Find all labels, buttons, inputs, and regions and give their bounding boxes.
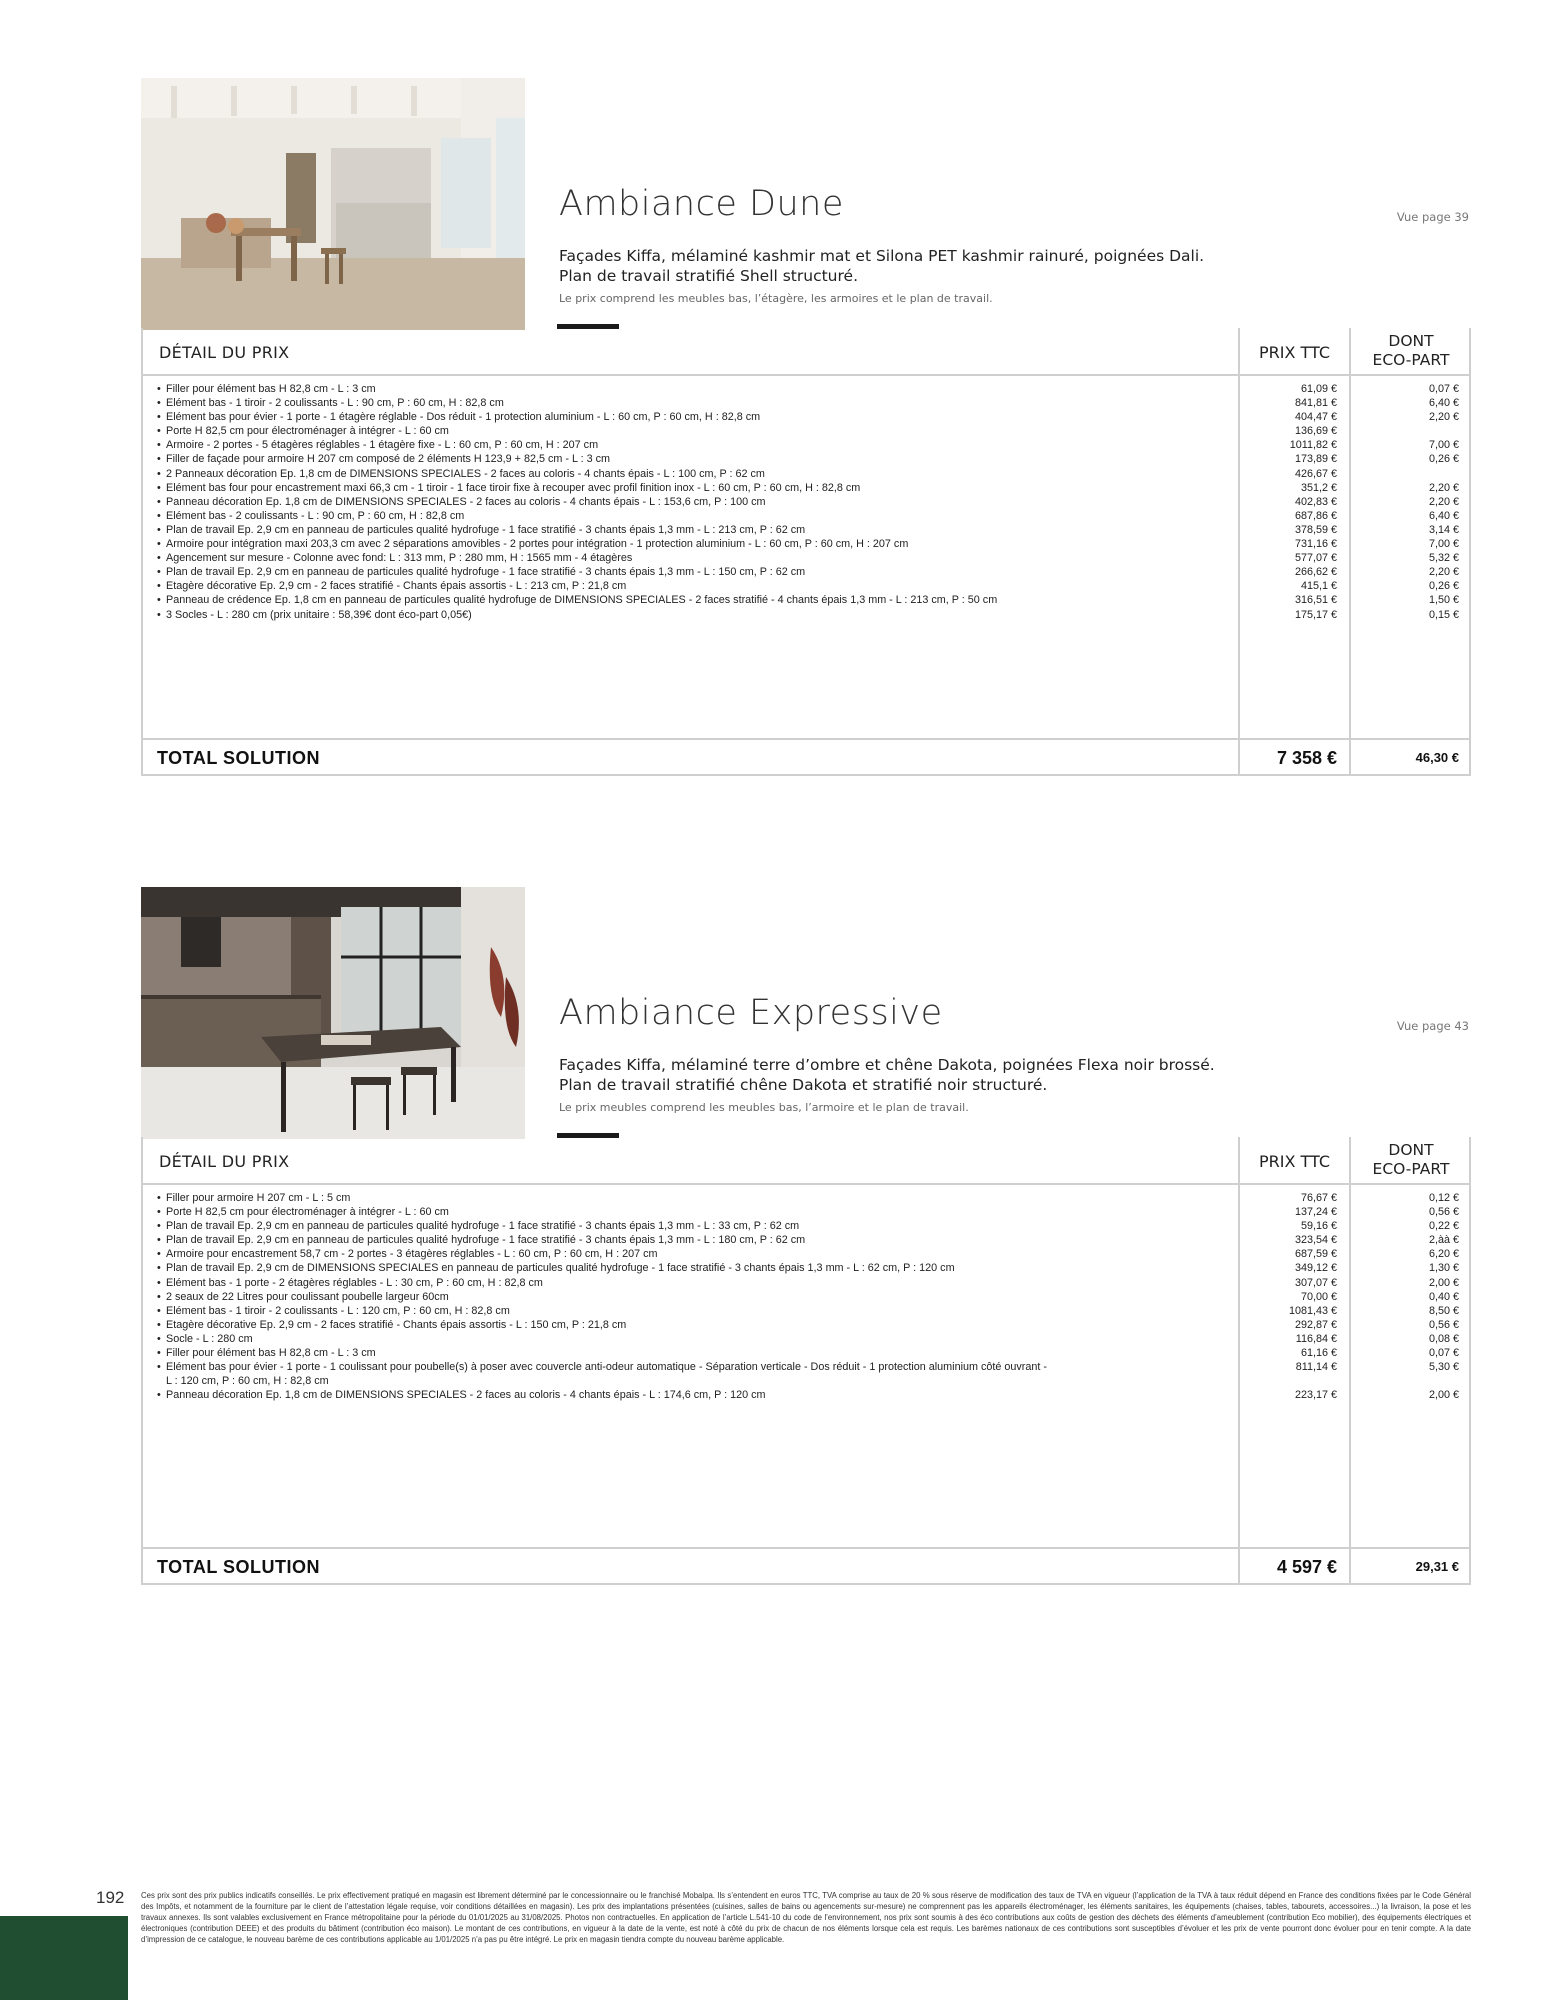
product-title: Ambiance Dune	[559, 184, 844, 224]
row-description-text: Elément bas - 1 tiroir - 2 coulissants - L : 120 cm, P : 60 cm, H : 82,8 cm	[166, 1304, 510, 1317]
row-description-text: Panneau décoration Ep. 1,8 cm de DIMENSIONS SPECIALES - 2 faces au coloris - 4 chants épais - L : 174,6 cm, P : 120 cm	[166, 1389, 766, 1402]
bullet: •	[157, 1276, 161, 1289]
row-eco-part: 6,40 €	[1428, 397, 1459, 410]
bullet: •	[157, 1192, 161, 1204]
row-description-text: Plan de travail Ep. 2,9 cm en panneau de particules qualité hydrofuge - 1 face stratifié - 3 chants épais 1,3 mm - L : 180 cm, P : 62 cm	[166, 1234, 806, 1247]
row-eco-part: 2,20 €	[1428, 411, 1459, 424]
page-reference-link[interactable]: Vue page 39	[1396, 210, 1469, 224]
bullet: •	[157, 1234, 161, 1247]
table-header	[143, 328, 1469, 376]
bullet: •	[157, 495, 161, 508]
row-eco-part: 0,26 €	[1428, 580, 1459, 593]
table-header	[143, 1137, 1469, 1185]
bullet: •	[157, 509, 161, 522]
row-eco-part: 0,07 €	[1428, 1347, 1459, 1360]
table-row-description	[157, 410, 1232, 424]
row-descriptions	[157, 1191, 1232, 1402]
row-price: 404,47 €	[1294, 411, 1337, 424]
bullet: •	[157, 425, 161, 438]
row-description-text: Panneau décoration Ep. 1,8 cm de DIMENSIONS SPECIALES - 2 faces au coloris - 4 chants épais - L : 153,6 cm, P : 100 cm	[166, 495, 766, 508]
bullet: •	[157, 467, 161, 480]
total-price: 4 597 €	[1276, 1557, 1337, 1577]
row-price: 292,87 €	[1294, 1318, 1337, 1331]
bullet: •	[157, 1262, 161, 1275]
bullet: •	[157, 538, 161, 551]
row-eco-part: 2,àà €	[1428, 1234, 1459, 1247]
row-price: 687,59 €	[1294, 1248, 1337, 1261]
row-description-text: Porte H 82,5 cm pour électroménager à intégrer - L : 60 cm	[166, 425, 449, 438]
header-detail: DÉTAIL DU PRIX	[159, 1152, 290, 1171]
bullet: •	[157, 1318, 161, 1331]
row-description-text: Elément bas - 2 coulissants - L : 90 cm, P : 60 cm, H : 82,8 cm	[166, 509, 465, 522]
table-row-description	[157, 1304, 1232, 1318]
kitchen-photo-expressive	[141, 887, 525, 1139]
total-label: TOTAL SOLUTION	[157, 748, 320, 768]
table-row-description	[157, 1219, 1232, 1233]
row-prices	[1240, 382, 1337, 622]
table-row-description	[157, 1233, 1232, 1247]
row-eco-part: 6,40 €	[1428, 509, 1459, 522]
table-row-description	[157, 481, 1232, 495]
row-description-text: Filler pour élément bas H 82,8 cm - L : 3 cm	[166, 1347, 376, 1360]
table-row-description	[157, 1388, 1232, 1402]
table-row-description	[157, 1332, 1232, 1346]
row-description-text: Elément bas four pour encastrement maxi 66,3 cm - 1 tiroir - 1 face tiroir fixe à recouper avec profil finition inox - L : 60 cm, P : 60 cm, H : 82,8 cm	[166, 481, 861, 494]
row-description-text: Plan de travail Ep. 2,9 cm en panneau de particules qualité hydrofuge - 1 face stratifié - 3 chants épais 1,3 mm - L : 213 cm, P : 62 cm	[166, 523, 806, 536]
bullet: •	[157, 1347, 161, 1360]
row-eco-part: 0,08 €	[1428, 1332, 1459, 1345]
row-eco-part: 2,20 €	[1428, 481, 1459, 494]
bullet: •	[157, 552, 161, 565]
row-description-text: Elément bas pour évier - 1 porte - 1 étagère réglable - Dos réduit - 1 protection aluminium - L : 60 cm, P : 60 cm, H : 82,8 cm	[166, 411, 761, 424]
row-description-text: Elément bas - 1 tiroir - 2 coulissants - L : 90 cm, P : 60 cm, H : 82,8 cm	[166, 397, 504, 410]
row-description-text: Plan de travail Ep. 2,9 cm en panneau de particules qualité hydrofuge - 1 face stratifié - 3 chants épais 1,3 mm - L : 150 cm, P : 62 cm	[166, 566, 806, 579]
row-price: 175,17 €	[1294, 608, 1337, 621]
row-description-text: Plan de travail Ep. 2,9 cm en panneau de particules qualité hydrofuge - 1 face stratifié - 3 chants épais 1,3 mm - L : 33 cm, P : 62 cm	[166, 1220, 800, 1233]
row-eco-part: 6,20 €	[1428, 1248, 1459, 1261]
bullet: •	[157, 397, 161, 410]
row-eco-parts	[1351, 1191, 1459, 1402]
bullet: •	[157, 1206, 161, 1219]
table-row-description	[157, 1346, 1232, 1360]
row-eco-part: 0,12 €	[1428, 1192, 1459, 1204]
row-price: 351,2 €	[1300, 481, 1337, 494]
header-detail: DÉTAIL DU PRIX	[159, 343, 290, 362]
legal-footer: Ces prix sont des prix publics indicatifs conseillés. Le prix effectivement pratiqué en magasin est librement déterminé par le concessionnaire ou le franchisé Mobalpa. Ils s’entendent en euros TTC, TVA comprise au taux de 20 % sous réserve de modification des taux de TVA en vigueur (l’application de la TVA à taux réduit dépend en France des conditions fixées par le Code Général des Impôts, et notamment de la fourniture par le client de l’attestation légale requise, voir conditions détaillées en magasin). Les prix des implantations présentées (cuisines, salles de bains ou agencements sur-mesure) ne comprennent pas les appareils électroménager, les éléments sanitaires, les équipements (chaises, tables, tabourets, accessoires...) la livraison, la pose et les travaux annexes. Ils sont valables exclusivement en France métropolitaine pour la période du 01/01/2025 au 31/08/2025. Photos non contractuelles. En application de l’article L.541-10 du code de l’environnement, nos prix sont soumis à des éco contributions aux coûts de gestion des déchets des éléments d’ameublement (contribution Eco mobilier), des équipements électriques et électroniques (contribution DEEE) et des produits du bâtiment (contribution éco maison). Le montant de ces contributions, en vigueur à la date de la vente, est noté à côté du prix de chacun de nos éléments lorsque cela est requis. Les barèmes nationaux de ces contributions sont susceptibles d’évoluer et les prix de vente pourront donc évoluer pour en tenir compte. A la date d’impression de ce catalogue, le nouveau barème de ces contributions applicable au 1/01/2025 n’a pas pu être intégré. Le prix en magasin tiendra compte du nouveau barème applicable.	[141, 1891, 1471, 1944]
price-table	[141, 328, 1471, 776]
header-eco-line: ECO-PART	[1372, 1160, 1450, 1178]
table-body	[143, 1187, 1469, 1535]
row-description-text: Armoire - 2 portes - 5 étagères réglables - 1 étagère fixe - L : 60 cm, P : 60 cm, H : 207 cm	[166, 439, 599, 452]
header-prix: PRIX TTC	[1258, 343, 1331, 362]
row-price: 116,84 €	[1295, 1332, 1337, 1345]
bullet: •	[157, 523, 161, 536]
row-price: 59,16 €	[1300, 1220, 1337, 1233]
product-description	[559, 1055, 1215, 1095]
row-eco-parts	[1351, 382, 1459, 622]
row-eco-part: 7,00 €	[1428, 439, 1459, 452]
row-description-text: Etagère décorative Ep. 2,9 cm - 2 faces stratifié - Chants épais assortis - L : 150 cm, P : 21,8 cm	[166, 1318, 627, 1331]
row-price: 687,86 €	[1294, 509, 1337, 522]
table-row-description	[157, 565, 1232, 579]
row-price: 136,69 €	[1294, 425, 1337, 438]
page-number: 192	[96, 1888, 125, 1907]
table-row-description	[157, 593, 1232, 607]
bullet: •	[157, 1290, 161, 1303]
table-row-description	[157, 1247, 1232, 1261]
row-price: 316,51 €	[1294, 594, 1337, 607]
row-eco-part: 2,20 €	[1428, 495, 1459, 508]
header-eco	[1351, 332, 1471, 370]
bullet: •	[157, 1304, 161, 1317]
bullet: •	[157, 481, 161, 494]
header-eco-line: DONT	[1388, 1141, 1434, 1159]
table-row-description	[157, 1191, 1232, 1205]
bullet: •	[157, 1361, 161, 1374]
header-eco-line: ECO-PART	[1372, 351, 1450, 369]
row-eco-part: 0,15 €	[1428, 608, 1459, 621]
row-description-text: Socle - L : 280 cm	[166, 1332, 253, 1345]
description-line: Plan de travail stratifié chêne Dakota et stratifié noir structuré.	[559, 1076, 1048, 1094]
row-description-text: Armoire pour intégration maxi 203,3 cm avec 2 séparations amovibles - 2 portes pour intégration - 1 protection aluminium - L : 60 cm, P : 60 cm, H : 207 cm	[166, 538, 909, 551]
bullet: •	[157, 594, 161, 607]
product-title: Ambiance Expressive	[559, 993, 943, 1033]
row-price: 426,67 €	[1294, 467, 1337, 480]
row-description-text: Filler de façade pour armoire H 207 cm composé de 2 éléments H 123,9 + 82,5 cm - L : 3 cm	[166, 453, 610, 466]
table-total	[143, 1547, 1469, 1583]
total-label: TOTAL SOLUTION	[157, 1557, 320, 1577]
table-row-description	[157, 452, 1232, 466]
row-description-text: Elément bas - 1 porte - 2 étagères réglables - L : 30 cm, P : 60 cm, H : 82,8 cm	[166, 1276, 543, 1289]
table-row-description	[157, 396, 1232, 410]
row-description-text: 2 Panneaux décoration Ep. 1,8 cm de DIMENSIONS SPECIALES - 2 faces au coloris - 4 chants épais - L : 100 cm, P : 62 cm	[166, 467, 765, 480]
row-price: 577,07 €	[1294, 552, 1337, 565]
row-description-text: Agencement sur mesure - Colonne avec fond: L : 313 mm, P : 280 mm, H : 1565 mm - 4 étagères	[166, 552, 633, 565]
table-row-description	[157, 1276, 1232, 1290]
bullet: •	[157, 411, 161, 424]
table-row-description	[157, 608, 1232, 622]
row-description-text: Porte H 82,5 cm pour électroménager à intégrer - L : 60 cm	[166, 1206, 449, 1219]
table-row-description	[157, 537, 1232, 551]
row-price: 137,24 €	[1294, 1206, 1337, 1219]
row-eco-part: 0,56 €	[1428, 1318, 1459, 1331]
description-line: Façades Kiffa, mélaminé kashmir mat et Silona PET kashmir rainuré, poignées Dali.	[559, 247, 1205, 265]
row-eco-part: 0,07 €	[1428, 383, 1459, 395]
bullet: •	[157, 580, 161, 593]
table-row-description	[157, 1318, 1232, 1332]
table-row-description	[157, 495, 1232, 509]
bullet: •	[157, 439, 161, 452]
kitchen-photo-dune	[141, 78, 525, 330]
total-price: 7 358 €	[1276, 748, 1337, 768]
row-eco-part: 5,32 €	[1428, 552, 1459, 565]
row-eco-part: 0,40 €	[1428, 1290, 1459, 1303]
row-eco-part: 5,30 €	[1428, 1361, 1459, 1374]
row-price: 323,54 €	[1294, 1234, 1337, 1247]
total-eco-part: 29,31 €	[1415, 1559, 1459, 1574]
table-row-description	[157, 551, 1232, 565]
row-description-continuation: L : 120 cm, P : 60 cm, H : 82,8 cm	[166, 1375, 329, 1388]
bullet: •	[157, 1332, 161, 1345]
table-row-description	[157, 1360, 1232, 1388]
bullet: •	[157, 383, 161, 395]
table-row-description	[157, 382, 1232, 396]
table-row-description	[157, 523, 1232, 537]
row-eco-part: 0,26 €	[1428, 453, 1459, 466]
row-eco-part: 8,50 €	[1428, 1304, 1459, 1317]
row-price: 731,16 €	[1294, 538, 1337, 551]
row-eco-part: 1,50 €	[1428, 594, 1459, 607]
table-row-description	[157, 1205, 1232, 1219]
row-eco-part: 0,56 €	[1428, 1206, 1459, 1219]
table-row-description	[157, 1261, 1232, 1275]
bullet: •	[157, 1220, 161, 1233]
row-price: 415,1 €	[1300, 580, 1337, 593]
row-eco-part: 0,22 €	[1428, 1220, 1459, 1233]
row-eco-part	[1351, 467, 1459, 481]
row-description-text: Plan de travail Ep. 2,9 cm de DIMENSIONS SPECIALES en panneau de particules qualité hydrofuge - 1 face stratifié - 3 chants épais 1,3 mm - L : 62 cm, P : 120 cm	[166, 1262, 955, 1275]
bullet: •	[157, 566, 161, 579]
row-description-text: 2 seaux de 22 Litres pour coulissant poubelle largeur 60cm	[166, 1290, 449, 1303]
row-eco-part: 7,00 €	[1428, 538, 1459, 551]
row-description-text: Armoire pour encastrement 58,7 cm - 2 portes - 3 étagères réglables - L : 60 cm, P : 60 cm, H : 207 cm	[166, 1248, 658, 1261]
row-price: 1081,43 €	[1288, 1304, 1337, 1317]
row-description-text: Panneau de crédence Ep. 1,8 cm en panneau de particules qualité hydrofuge de DIMENSIONS SPECIALES - 2 faces stratifié - 4 chants épais 1,3 mm - L : 213 cm, P : 50 cm	[166, 594, 998, 607]
row-price: 402,83 €	[1294, 495, 1337, 508]
price-note: Le prix comprend les meubles bas, l’étagère, les armoires et le plan de travail.	[559, 292, 993, 305]
total-eco-part: 46,30 €	[1415, 750, 1459, 765]
table-row-description	[157, 467, 1232, 481]
row-price: 1011,82 €	[1289, 439, 1337, 452]
row-description-text: 3 Socles - L : 280 cm (prix unitaire : 58,39€ dont éco-part 0,05€)	[166, 608, 472, 621]
bullet: •	[157, 453, 161, 466]
table-body	[143, 378, 1469, 726]
description-line: Plan de travail stratifié Shell structuré.	[559, 267, 859, 285]
row-prices	[1240, 1191, 1337, 1402]
row-description-text: Etagère décorative Ep. 2,9 cm - 2 faces stratifié - Chants épais assortis - L : 213 cm, P : 21,8 cm	[166, 580, 627, 593]
header-prix: PRIX TTC	[1258, 1152, 1331, 1171]
description-line: Façades Kiffa, mélaminé terre d’ombre et chêne Dakota, poignées Flexa noir brossé.	[559, 1056, 1215, 1074]
table-row-description	[157, 424, 1232, 438]
row-description-text: Filler pour élément bas H 82,8 cm - L : 3 cm	[166, 383, 376, 395]
row-price: 811,14 €	[1295, 1361, 1337, 1374]
bullet: •	[157, 1389, 161, 1402]
row-eco-part: 1,30 €	[1428, 1262, 1459, 1275]
row-eco-part: 2,20 €	[1428, 566, 1459, 579]
bullet: •	[157, 1248, 161, 1261]
row-price: 173,89 €	[1294, 453, 1337, 466]
row-price: 70,00 €	[1300, 1290, 1337, 1303]
row-price: 349,12 €	[1294, 1262, 1337, 1275]
row-descriptions	[157, 382, 1232, 622]
row-price: 266,62 €	[1294, 566, 1337, 579]
row-eco-part: 3,14 €	[1428, 523, 1459, 536]
row-price: 841,81 €	[1294, 397, 1337, 410]
row-eco-part: 2,00 €	[1428, 1389, 1459, 1402]
bullet: •	[157, 608, 161, 621]
row-price: 378,59 €	[1294, 523, 1337, 536]
brand-color-block	[0, 1916, 128, 2000]
price-note: Le prix meubles comprend les meubles bas, l’armoire et le plan de travail.	[559, 1101, 969, 1114]
table-row-description	[157, 579, 1232, 593]
header-eco	[1351, 1141, 1471, 1179]
row-description-text: Filler pour armoire H 207 cm - L : 5 cm	[166, 1192, 351, 1204]
row-price: 76,67 €	[1300, 1192, 1337, 1204]
table-row-description	[157, 1290, 1232, 1304]
table-total	[143, 738, 1469, 774]
price-table	[141, 1137, 1471, 1585]
row-price: 61,16 €	[1300, 1347, 1337, 1360]
row-price: 307,07 €	[1294, 1276, 1337, 1289]
row-price: 61,09 €	[1300, 383, 1337, 395]
row-eco-part: 2,00 €	[1428, 1276, 1459, 1289]
page-reference-link[interactable]: Vue page 43	[1396, 1019, 1469, 1033]
row-eco-part	[1351, 424, 1459, 438]
row-price: 223,17 €	[1294, 1389, 1337, 1402]
table-row-description	[157, 438, 1232, 452]
table-row-description	[157, 509, 1232, 523]
product-description	[559, 246, 1204, 286]
row-description-text: Elément bas pour évier - 1 porte - 1 coulissant pour poubelle(s) à poser avec couvercle anti-odeur automatique - Séparation verticale - Dos réduit - 1 protection aluminium côté ouvrant -	[166, 1361, 1047, 1374]
header-eco-line: DONT	[1388, 332, 1434, 350]
